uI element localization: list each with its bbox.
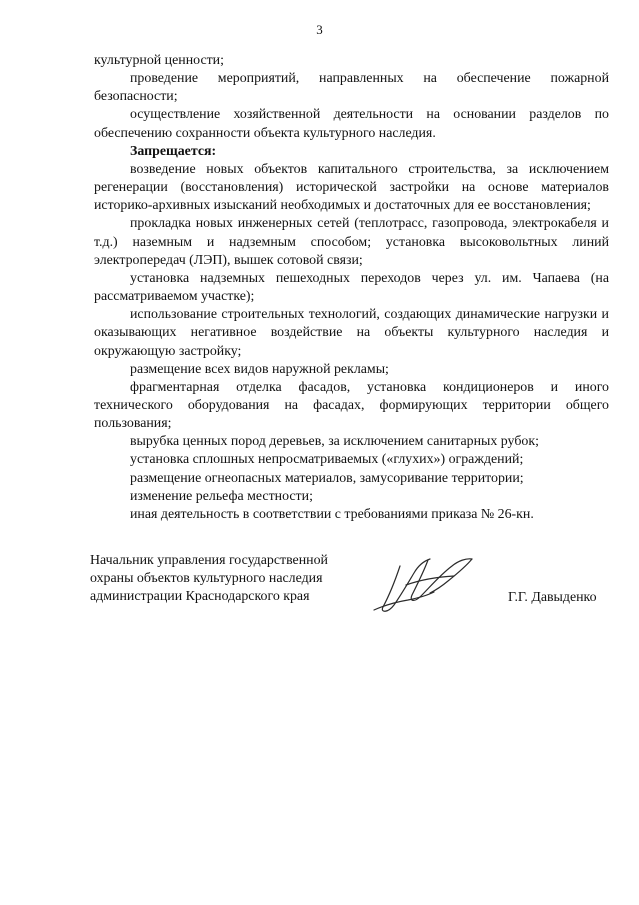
paragraph: использование строительных технологий, создающих динамические нагрузки и оказывающих негативное воздействие на объекты культурного наследия и окружающую застройку; [94, 307, 609, 359]
signatory-name: Г.Г. Давыденко [508, 590, 597, 605]
position-line: охраны объектов культурного наследия [90, 571, 323, 587]
paragraph: проведение мероприятий, направленных на обеспечение пожарной безопасности; [94, 71, 609, 105]
position-line: Начальник управления государственной [90, 553, 328, 568]
paragraph: культурной ценности; [94, 53, 224, 68]
paragraph: осуществление хозяйственной деятельности на основании разделов по обеспечению сохранности объекта культурного наследия. [94, 107, 609, 141]
paragraph: изменение рельефа местности; [130, 488, 313, 504]
paragraph: установка надземных пешеходных переходов через ул. им. Чапаева (на рассматриваемом участке); [94, 270, 609, 305]
document-body [94, 52, 609, 524]
signatory-position [90, 552, 328, 607]
position-line: администрации Краснодарского края [90, 589, 310, 605]
forbidden-heading: Запрещается: [130, 143, 217, 159]
handwritten-signature [368, 553, 480, 619]
page-number: 3 [316, 22, 323, 37]
paragraph: фрагментарная отделка фасадов, установка кондиционеров и иного технического оборудования на фасадах, формирующих территории общего пользования; [94, 379, 609, 432]
paragraph: размещение огнеопасных материалов, замусоривание территории; [130, 470, 524, 486]
paragraph: вырубка ценных пород деревьев, за исключением санитарных рубок; [130, 434, 539, 450]
paragraph: размещение всех видов наружной рекламы; [130, 361, 389, 377]
paragraph: установка сплошных непросматриваемых («глухих») ограждений; [130, 452, 524, 468]
paragraph: прокладка новых инженерных сетей (теплотрасс, газопровода, электрокабеля и т.д.) наземным и надземным способом; установка высоковольтных линий электропередач (ЛЭП), вышек сотовой связи; [94, 216, 609, 268]
paragraph: иная деятельность в соответствии с требованиями приказа № 26-кн. [130, 506, 534, 522]
paragraph: возведение новых объектов капитального строительства, за исключением регенерации (восстановления) исторической застройки на основе материалов историко-архивных изысканий необходимых и достаточных для ее восстановления; [94, 161, 609, 214]
